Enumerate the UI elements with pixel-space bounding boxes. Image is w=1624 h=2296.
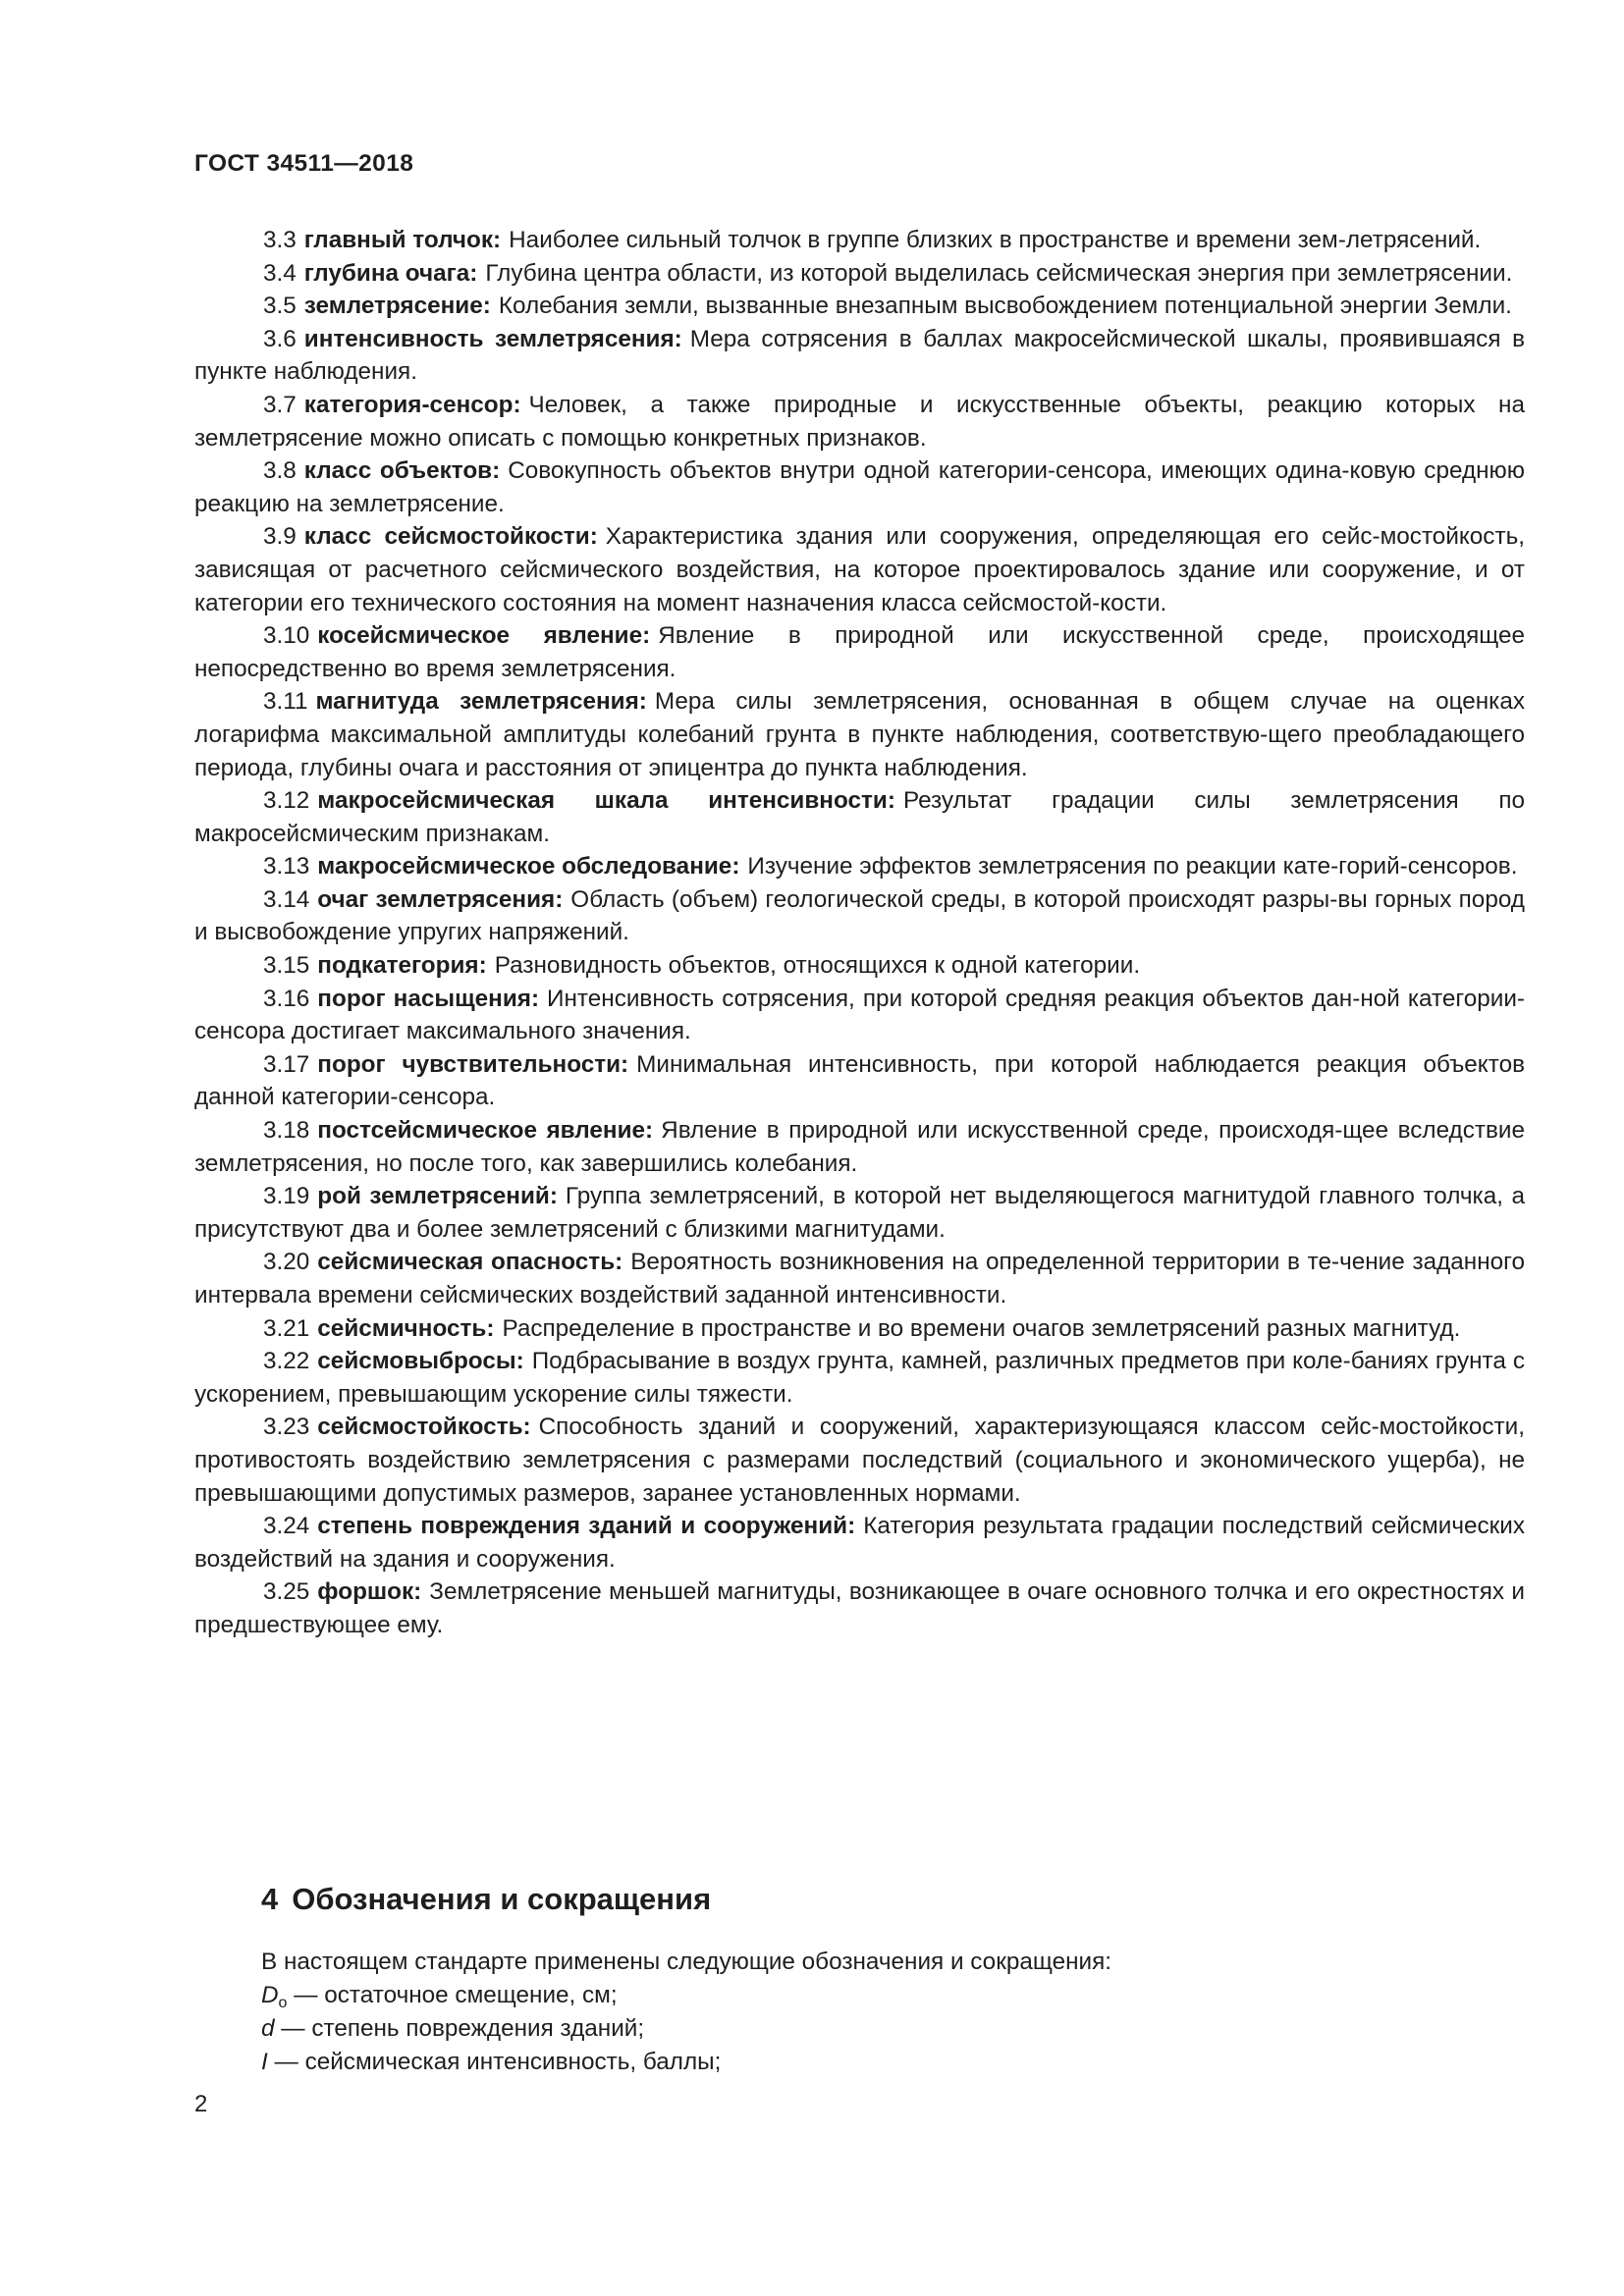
term-name: степень повреждения зданий и сооружений: — [317, 1513, 856, 1540]
term-definition: Область (объем) геологической среды, в которой происходят разры-вы горных пород и высвобождение упругих напряжений. — [194, 885, 1525, 946]
abbreviation-symbol: D — [261, 1982, 279, 2008]
term-3-3 — [194, 224, 1525, 257]
term-name: категория-сенсор: — [303, 391, 521, 418]
term-3-17 — [194, 1048, 1525, 1114]
term-definition: Результат градации силы землетрясения по макросейсмическим признакам. — [194, 787, 1525, 847]
term-definition: Минимальная интенсивность, при которой наблюдается реакция объектов данной категории-сенсора. — [194, 1050, 1525, 1111]
section-heading — [261, 1882, 711, 1917]
term-number: 3.3 — [263, 227, 297, 253]
term-definition: Землетрясение меньшей магнитуды, возникающее в очаге основного толчка и его окрестностях и предшествующее ему. — [194, 1578, 1525, 1638]
abbreviation-definition: — сейсмическая интенсивность, баллы; — [267, 2049, 722, 2075]
term-name: глубина очага: — [303, 259, 478, 287]
term-definition: Наиболее сильный толчок в группе близких в пространстве и времени зем-летрясений. — [509, 227, 1482, 253]
term-number: 3.14 — [263, 885, 310, 913]
term-number: 3.18 — [263, 1117, 310, 1145]
term-name: подкатегория: — [317, 952, 487, 980]
term-number: 3.9 — [263, 523, 297, 551]
term-definition: Подбрасывание в воздух грунта, камней, различных предметов при коле-баниях грунта с ускорением, превышающим ускорение силы тяжести. — [194, 1348, 1525, 1408]
term-3-21 — [194, 1312, 1525, 1346]
term-definition: Интенсивность сотрясения, при которой средняя реакция объектов дан-ной категории-сенсора достигает максимального значения. — [194, 985, 1525, 1045]
term-number: 3.12 — [263, 787, 310, 815]
page-number: 2 — [194, 2091, 208, 2117]
term-3-23 — [194, 1411, 1525, 1510]
term-number: 3.7 — [263, 391, 297, 418]
term-3-4 — [194, 257, 1525, 291]
term-number: 3.24 — [263, 1513, 310, 1540]
term-name: порог чувствительности: — [317, 1050, 629, 1078]
term-3-7 — [194, 389, 1525, 454]
term-3-11 — [194, 685, 1525, 784]
term-number: 3.19 — [263, 1183, 310, 1210]
term-name: класс объектов: — [303, 457, 501, 485]
term-number: 3.20 — [263, 1249, 310, 1276]
term-name: макросейсмическое обследование: — [317, 853, 740, 881]
abbreviation-item — [261, 2012, 1528, 2046]
term-number: 3.17 — [263, 1050, 310, 1078]
term-3-20 — [194, 1246, 1525, 1311]
term-3-12 — [194, 784, 1525, 850]
term-definition: Колебания земли, вызванные внезапным высвобождением потенциальной энергии Земли. — [498, 293, 1512, 320]
term-definition: Мера сотрясения в баллах макросейсмической шкалы, проявившаяся в пункте наблюдения. — [194, 325, 1525, 386]
term-name: главный толчок: — [303, 227, 502, 253]
abbreviation-symbol: I — [261, 2049, 268, 2075]
term-name: сейсмичность: — [317, 1314, 495, 1342]
term-number: 3.10 — [263, 622, 310, 650]
term-3-22 — [194, 1345, 1525, 1411]
term-name: косейсмическое явление: — [317, 622, 651, 650]
term-3-25 — [194, 1575, 1525, 1641]
term-number: 3.25 — [263, 1578, 310, 1606]
abbreviation-definition: — степень повреждения зданий; — [274, 2015, 645, 2042]
term-definition: Человек, а также природные и искусственные объекты, реакцию которых на землетрясение можно описать с помощью конкретных признаков. — [194, 391, 1525, 452]
term-name: порог насыщения: — [317, 985, 540, 1012]
term-number: 3.16 — [263, 985, 310, 1012]
term-number: 3.8 — [263, 457, 297, 485]
term-definition: Явление в природной или искусственной среде, происходящее непосредственно во время землетрясения. — [194, 622, 1525, 682]
abbreviations-block — [261, 1946, 1528, 2079]
term-name: форшок: — [317, 1578, 422, 1606]
section-title: Обозначения и сокращения — [292, 1882, 712, 1916]
term-name: сейсмостойкость: — [317, 1414, 531, 1441]
term-3-6 — [194, 323, 1525, 389]
term-name: макросейсмическая шкала интенсивности: — [317, 787, 895, 815]
term-definition: Глубина центра области, из которой выделилась сейсмическая энергия при землетрясении. — [485, 259, 1513, 287]
term-3-8 — [194, 454, 1525, 520]
term-definition: Характеристика здания или сооружения, определяющая его сейс-мостойкость, зависящая от расчетного сейсмического воздействия, на которое проектировалось здание или сооружение, и от категории его технического состояния на момент назначения класса сейсмостой-кости. — [194, 523, 1525, 616]
abbreviation-item — [261, 1979, 1528, 2012]
term-definition: Совокупность объектов внутри одной категории-сенсора, имеющих одина-ковую среднюю реакцию на землетрясение. — [194, 457, 1525, 517]
term-number: 3.13 — [263, 853, 310, 881]
term-3-24 — [194, 1510, 1525, 1575]
terms-list — [194, 224, 1525, 1642]
abbreviation-subscript: о — [278, 1995, 288, 2011]
term-name: магнитуда землетрясения: — [315, 688, 647, 716]
document-header: ГОСТ 34511—2018 — [194, 150, 414, 177]
term-number: 3.6 — [263, 325, 297, 352]
term-3-13 — [194, 850, 1525, 883]
term-3-10 — [194, 619, 1525, 685]
term-number: 3.5 — [263, 293, 297, 320]
term-3-14 — [194, 883, 1525, 949]
term-3-5 — [194, 290, 1525, 323]
term-3-19 — [194, 1180, 1525, 1246]
term-3-18 — [194, 1114, 1525, 1180]
term-definition: Распределение в пространстве и во времени очагов землетрясений разных магнитуд. — [502, 1314, 1461, 1342]
term-definition: Изучение эффектов землетрясения по реакции кате-горий-сенсоров. — [747, 853, 1518, 881]
term-definition: Мера силы землетрясения, основанная в общем случае на оценках логарифма максимальной амплитуды колебаний грунта в пункте наблюдения, соответствую-щего преобладающего периода, глубины очага и расстояния от эпицентра до пункта наблюдения. — [194, 688, 1525, 781]
term-3-15 — [194, 949, 1525, 983]
term-3-16 — [194, 983, 1525, 1048]
term-number: 3.21 — [263, 1314, 310, 1342]
term-number: 3.11 — [263, 688, 308, 716]
term-number: 3.23 — [263, 1414, 310, 1441]
term-name: постсейсмическое явление: — [317, 1117, 654, 1145]
term-name: сейсмическая опасность: — [317, 1249, 623, 1276]
term-name: рой землетрясений: — [317, 1183, 558, 1210]
abbreviation-definition: — остаточное смещение, см; — [287, 1982, 618, 2008]
abbreviations-intro: В настоящем стандарте применены следующие обозначения и сокращения: — [261, 1949, 1111, 1975]
term-definition: Разновидность объектов, относящихся к одной категории. — [494, 952, 1141, 980]
term-3-9 — [194, 520, 1525, 619]
term-definition: Вероятность возникновения на определенной территории в те-чение заданного интервала времени сейсмических воздействий заданной интенсивности. — [194, 1249, 1525, 1308]
abbreviation-symbol: d — [261, 2015, 275, 2042]
term-definition: Категория результата градации последствий сейсмических воздействий на здания и сооружения. — [194, 1513, 1525, 1573]
term-definition: Способность зданий и сооружений, характеризующаяся классом сейс-мостойкости, противостоять воздействию землетрясения с размерами последствий (социального и экономического ущерба), не превышающими допустимых размеров, заранее установленных нормами. — [194, 1414, 1525, 1507]
term-number: 3.22 — [263, 1348, 310, 1375]
term-name: интенсивность землетрясения: — [303, 325, 682, 352]
term-name: очаг землетрясения: — [317, 885, 564, 913]
term-number: 3.4 — [263, 259, 297, 287]
term-name: сейсмовыбросы: — [317, 1348, 524, 1375]
section-number: 4 — [261, 1882, 279, 1916]
term-definition: Явление в природной или искусственной среде, происходя-щее вследствие землетрясения, но после того, как завершились колебания. — [194, 1117, 1525, 1177]
abbreviation-item — [261, 2046, 1528, 2079]
term-name: класс сейсмостойкости: — [303, 523, 598, 551]
term-name: землетрясение: — [303, 293, 491, 320]
term-definition: Группа землетрясений, в которой нет выделяющегося магнитудой главного толчка, а присутствуют два и более землетрясений с близкими магнитудами. — [194, 1183, 1525, 1243]
term-number: 3.15 — [263, 952, 310, 980]
